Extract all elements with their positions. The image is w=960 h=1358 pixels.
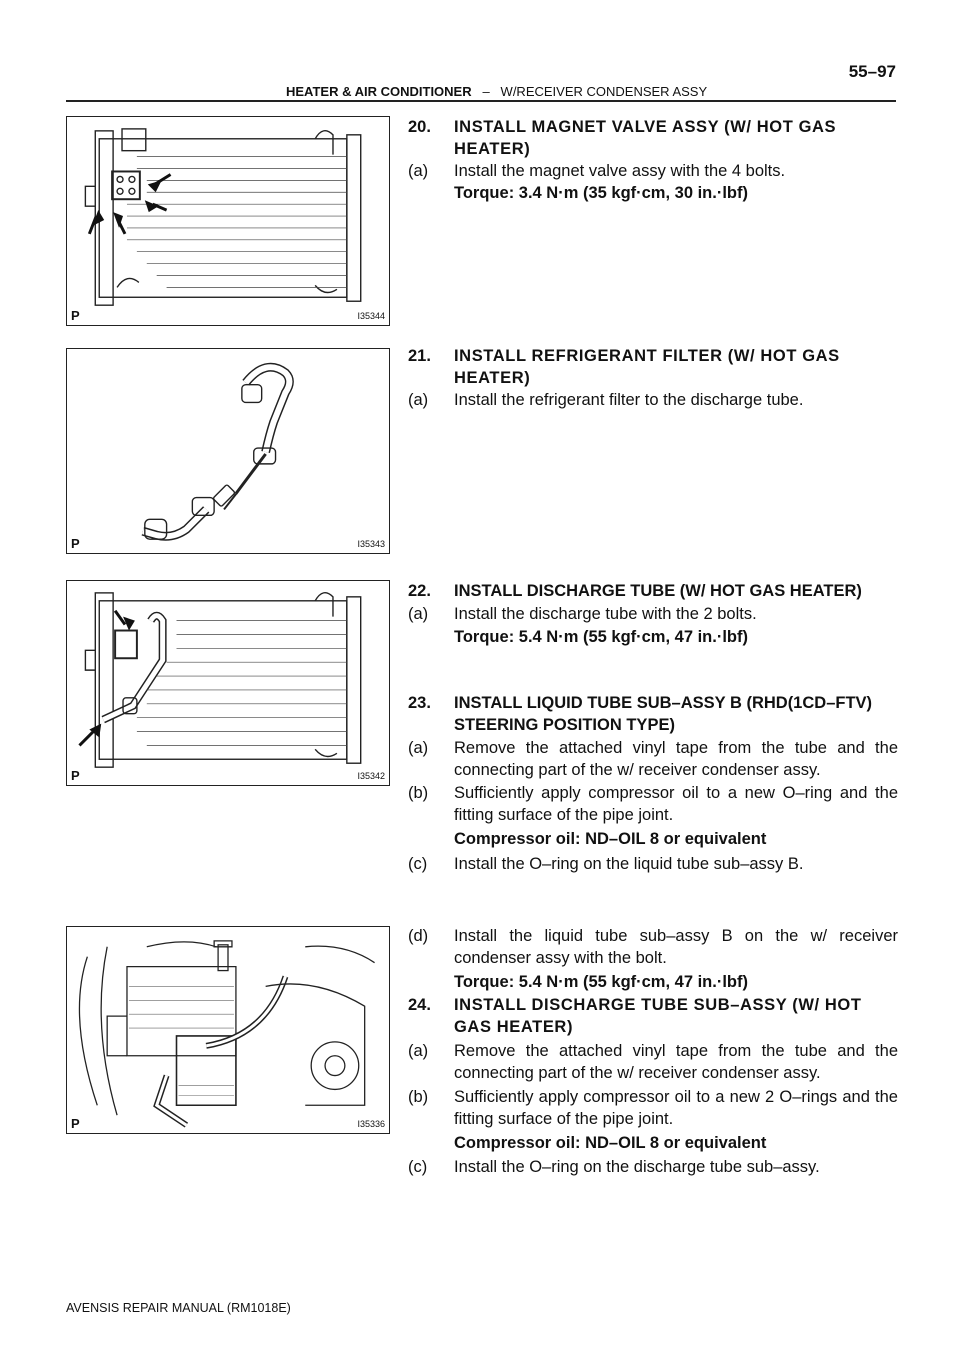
step-23-d: (d) Install the liquid tube sub–assy B on the w/ receiver condenser assy with the bolt.	[408, 927, 898, 967]
torque-spec: Torque: 3.4 N·m (35 kgf·cm, 30 in.·lbf)	[454, 184, 748, 202]
figure-magnet-valve	[66, 116, 390, 326]
step-24-b: (b) Sufficiently apply compressor oil to a new 2 O–rings and the fitting surface of the pipe joint.	[408, 1088, 898, 1128]
step-20-a: (a) Install the magnet valve assy with the 4 bolts.	[408, 162, 786, 180]
step-title: INSTALL DISCHARGE TUBE SUB–ASSY (W/ HOT GAS HEATER)	[454, 996, 862, 1036]
figure-id: I35342	[357, 771, 385, 781]
step-22: 22. INSTALL DISCHARGE TUBE (W/ HOT GAS HEATER)	[408, 580, 898, 602]
condenser-tube-illustration	[67, 581, 389, 785]
torque-spec: Torque: 5.4 N·m (55 kgf·cm, 47 in.·lbf)	[454, 973, 748, 991]
step-21: 21. INSTALL REFRIGERANT FILTER (W/ HOT GAS HEATER)	[408, 345, 898, 389]
figure-p-mark: P	[71, 1116, 80, 1131]
page-header	[66, 62, 896, 102]
step-title: INSTALL LIQUID TUBE SUB–ASSY B (RHD(1CD–FTV) STEERING POSITION TYPE)	[454, 694, 873, 734]
step-23: 23. INSTALL LIQUID TUBE SUB–ASSY B (RHD(1CD–FTV) STEERING POSITION TYPE)	[408, 692, 898, 736]
engine-bay-illustration	[67, 927, 389, 1133]
oil-spec: Compressor oil: ND–OIL 8 or equivalent	[454, 1134, 767, 1152]
step-24-a: (a) Remove the attached vinyl tape from the tube and the connecting part of the w/ receiver condenser assy.	[408, 1042, 898, 1082]
page-footer: AVENSIS REPAIR MANUAL (RM1018E)	[66, 1301, 291, 1315]
step-title: INSTALL DISCHARGE TUBE (W/ HOT GAS HEATER)	[454, 582, 862, 600]
section-title: HEATER & AIR CONDITIONER – W/RECEIVER CONDENSER ASSY	[286, 84, 708, 99]
figure-p-mark: P	[71, 536, 80, 551]
step-21-a: (a) Install the refrigerant filter to the discharge tube.	[408, 391, 804, 409]
torque-spec: Torque: 5.4 N·m (55 kgf·cm, 47 in.·lbf)	[454, 628, 748, 646]
header-rule	[66, 100, 896, 102]
figure-p-mark: P	[71, 768, 80, 783]
figure-id: I35343	[357, 539, 385, 549]
step-22-a: (a) Install the discharge tube with the 2 bolts.	[408, 605, 757, 623]
page-number: 55–97	[848, 62, 896, 81]
step-23-a: (a) Remove the attached vinyl tape from the tube and the connecting part of the w/ receiver condenser assy.	[408, 739, 898, 779]
figure-id: I35336	[357, 1119, 385, 1129]
step-23-b: (b) Sufficiently apply compressor oil to a new O–ring and the fitting surface of the pipe joint.	[408, 784, 898, 824]
discharge-tube-illustration	[67, 349, 389, 553]
oil-spec: Compressor oil: ND–OIL 8 or equivalent	[454, 830, 767, 848]
figure-discharge-tube	[66, 580, 390, 786]
step-20: 20. INSTALL MAGNET VALVE ASSY (W/ HOT GAS HEATER)	[408, 116, 898, 160]
step-24: 24. INSTALL DISCHARGE TUBE SUB–ASSY (W/ HOT GAS HEATER)	[408, 994, 898, 1038]
step-title: INSTALL MAGNET VALVE ASSY (W/ HOT GAS HEATER)	[454, 118, 837, 158]
condenser-illustration	[67, 117, 389, 325]
figure-refrigerant-filter	[66, 348, 390, 554]
step-23-c: (c) Install the O–ring on the liquid tube sub–assy B.	[408, 855, 804, 873]
step-title: INSTALL REFRIGERANT FILTER (W/ HOT GAS HEATER)	[454, 347, 840, 387]
figure-engine-bay	[66, 926, 390, 1134]
figure-p-mark: P	[71, 308, 80, 323]
figure-id: I35344	[357, 311, 385, 321]
step-24-c: (c) Install the O–ring on the discharge tube sub–assy.	[408, 1158, 820, 1176]
